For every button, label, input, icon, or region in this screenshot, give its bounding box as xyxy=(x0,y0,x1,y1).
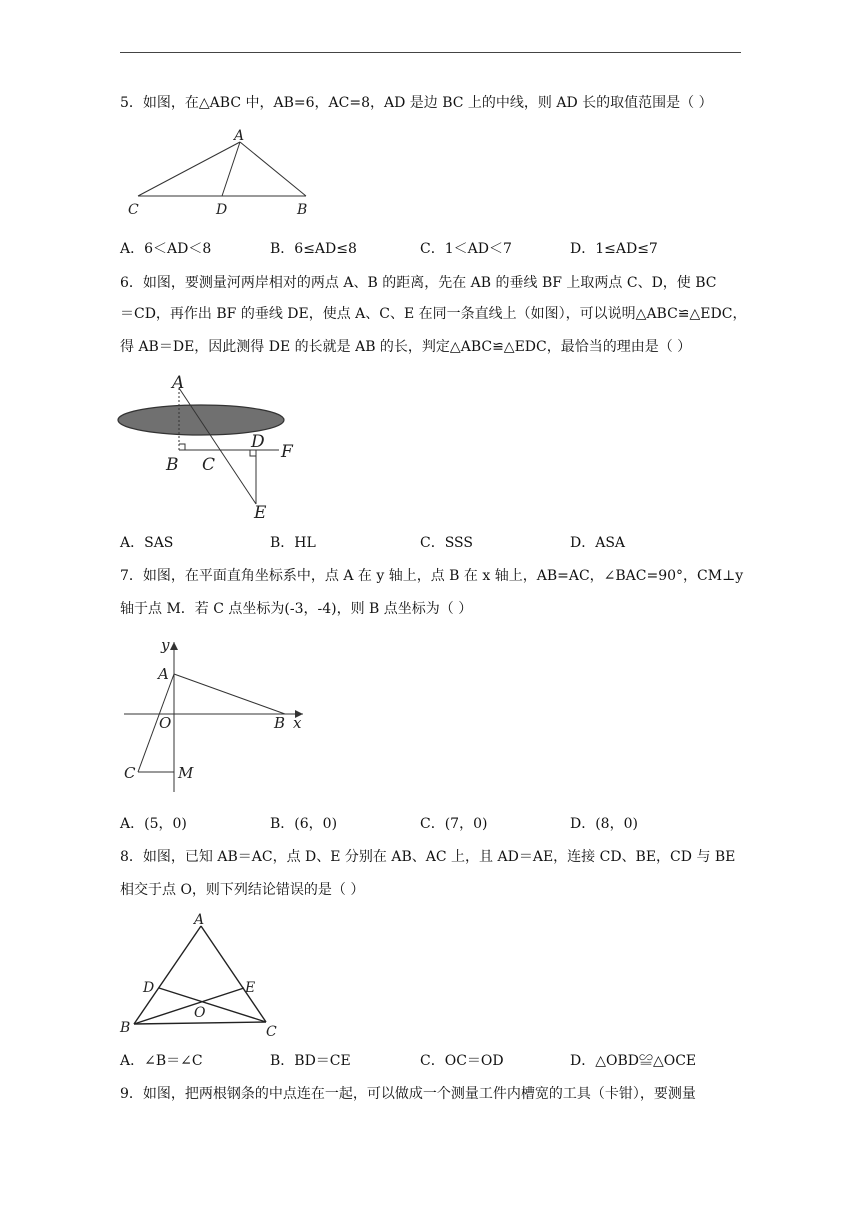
q8-label-b: B xyxy=(120,1020,131,1036)
q5-label-b: B xyxy=(297,202,308,218)
q5-label-c: C xyxy=(128,202,139,218)
q6-option-b[interactable]: B．HL xyxy=(270,535,316,551)
q8-text-line2: 相交于点 O，则下列结论错误的是（ ） xyxy=(120,882,365,898)
q9-text-line1: 9．如图，把两根钢条的中点连在一起，可以做成一个测量工件内槽宽的工具（卡钳），要测量 xyxy=(120,1086,696,1102)
header-rule xyxy=(120,52,741,53)
q7-option-d[interactable]: D．(8，0) xyxy=(570,816,638,832)
q6-label-c: C xyxy=(202,455,216,475)
q6-river-figure xyxy=(116,370,306,520)
q8-option-c[interactable]: C．OC＝OD xyxy=(420,1053,504,1069)
q5-option-c[interactable]: C．1＜AD＜7 xyxy=(420,241,512,257)
q8-label-d: D xyxy=(143,980,155,996)
q7-label-b: B xyxy=(274,714,286,732)
q7-label-m: M xyxy=(178,764,194,782)
q8-option-a[interactable]: A．∠B＝∠C xyxy=(120,1053,203,1069)
q8-text-line1: 8．如图，已知 AB＝AC，点 D、E 分别在 AB、AC 上，且 AD＝AE，连接 CD、BE，CD 与 BE xyxy=(120,849,736,865)
q8-label-o: O xyxy=(194,1005,206,1021)
q7-label-a: A xyxy=(158,665,169,683)
q8-label-a: A xyxy=(194,912,205,928)
q8-label-c: C xyxy=(266,1024,277,1040)
q7-label-x: x xyxy=(293,714,302,732)
q6-text-line3: 得 AB＝DE，因此测得 DE 的长就是 AB 的长，判定△ABC≌△EDC，最恰当的理由是（ ） xyxy=(120,339,692,355)
q5-label-d: D xyxy=(216,202,228,218)
q7-text-line2: 轴于点 M．若 C 点坐标为(-3，-4)，则 B 点坐标为（ ） xyxy=(120,601,473,617)
q6-text-line2: ＝CD，再作出 BF 的垂线 DE，使点 A、C、E 在同一条直线上（如图），可以说明△ABC≌△EDC， xyxy=(120,306,747,322)
q8-option-d[interactable]: D．△OBD≌△OCE xyxy=(570,1053,697,1069)
q6-label-b: B xyxy=(166,455,179,475)
q5-option-b[interactable]: B．6≤AD≤8 xyxy=(270,241,357,257)
q7-option-c[interactable]: C．(7，0) xyxy=(420,816,488,832)
q6-label-a: A xyxy=(172,373,185,393)
q7-option-b[interactable]: B．(6，0) xyxy=(270,816,338,832)
q8-label-e: E xyxy=(245,980,256,996)
q7-label-y: y xyxy=(161,636,170,654)
q8-option-b[interactable]: B．BD＝CE xyxy=(270,1053,351,1069)
q8-triangle-figure xyxy=(116,908,286,1040)
q6-label-e: E xyxy=(254,503,267,520)
q6-label-f: F xyxy=(281,442,293,462)
q5-option-a[interactable]: A．6＜AD＜8 xyxy=(120,241,212,257)
q7-label-c: C xyxy=(124,764,136,782)
river-ellipse xyxy=(118,405,284,435)
q7-text-line1: 7．如图，在平面直角坐标系中，点 A 在 y 轴上，点 B 在 x 轴上，AB=AC，∠BAC=90°，CM⊥y xyxy=(120,568,744,584)
q7-label-o: O xyxy=(159,714,172,732)
q6-label-d: D xyxy=(251,432,265,452)
q7-option-a[interactable]: A．(5，0) xyxy=(120,816,187,832)
q6-text-line1: 6．如图，要测量河两岸相对的两点 A、B 的距离，先在 AB 的垂线 BF 上取两点 C、D，使 BC xyxy=(120,275,717,291)
q5-text: 5．如图，在△ABC 中，AB=6，AC=8，AD 是边 BC 上的中线，则 AD 长的取值范围是（ ） xyxy=(120,95,713,111)
q6-option-d[interactable]: D．ASA xyxy=(570,535,626,551)
q5-triangle-figure xyxy=(120,128,320,218)
q6-option-a[interactable]: A．SAS xyxy=(120,535,174,551)
q5-option-d[interactable]: D．1≤AD≤7 xyxy=(570,241,658,257)
q5-label-a: A xyxy=(234,128,245,144)
q7-coordinate-figure xyxy=(118,632,318,802)
q6-option-c[interactable]: C．SSS xyxy=(420,535,473,551)
